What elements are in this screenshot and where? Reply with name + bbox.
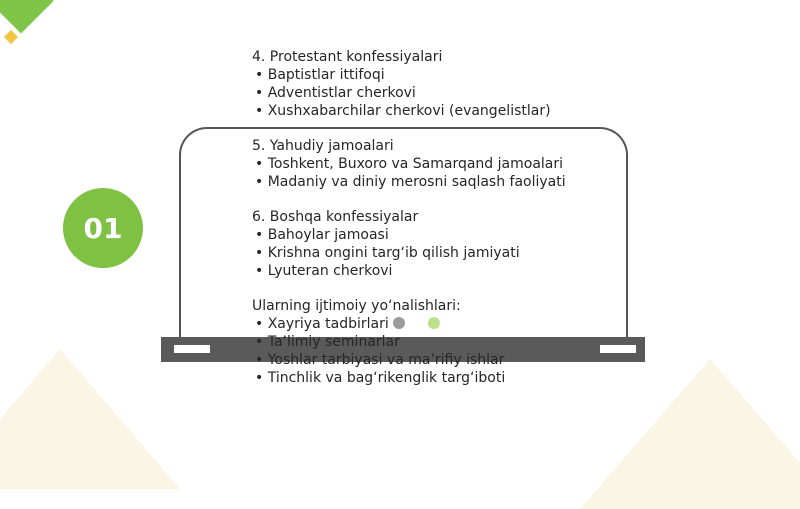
section-heading: 4. Protestant konfessiyalari: [252, 49, 443, 65]
section-social: [252, 297, 566, 387]
list-item: • Bahoylar jamoasi: [255, 227, 389, 243]
laptop-base-slot-right: [600, 345, 636, 353]
list-item: • Xayriya tadbirlari: [255, 316, 389, 332]
list-item: • Baptistlar ittifoqi: [255, 67, 385, 83]
list-item: • Toshkent, Buxoro va Samarqand jamoalari: [255, 156, 564, 172]
green-diamond-decoration: [0, 0, 54, 34]
list-item: • Krishna ongini targ‘ib qilish jamiyati: [255, 245, 520, 261]
yellow-diamond-decoration: [4, 30, 18, 44]
list-item: • Lyuteran cherkovi: [255, 263, 393, 279]
slide-content: [252, 48, 566, 404]
laptop-base-slot-left: [174, 345, 210, 353]
background-triangle-right: [580, 359, 800, 509]
section-protestant: [252, 48, 566, 120]
slide-number: 01: [83, 211, 123, 245]
list-item: • Xushxabarchilar cherkovi (evangelistlar): [255, 103, 551, 119]
list-item: • Ta’limiy seminarlar: [255, 334, 400, 350]
section-heading: 5. Yahudiy jamoalari: [252, 138, 394, 154]
section-heading: 6. Boshqa konfessiyalar: [252, 209, 419, 225]
background-triangle-left: [0, 349, 180, 489]
list-item: • Tinchlik va bag‘rikenglik targ‘iboti: [255, 370, 506, 386]
list-item: • Yoshlar tarbiyasi va ma’rifiy ishlar: [255, 352, 505, 368]
section-other: [252, 208, 566, 280]
list-item: • Madaniy va diniy merosni saqlash faoliyati: [255, 174, 566, 190]
slide-number-badge: [63, 188, 143, 268]
section-jewish: [252, 137, 566, 191]
list-item: • Adventistlar cherkovi: [255, 85, 416, 101]
section-heading: Ularning ijtimoiy yo‘nalishlari:: [252, 298, 461, 314]
